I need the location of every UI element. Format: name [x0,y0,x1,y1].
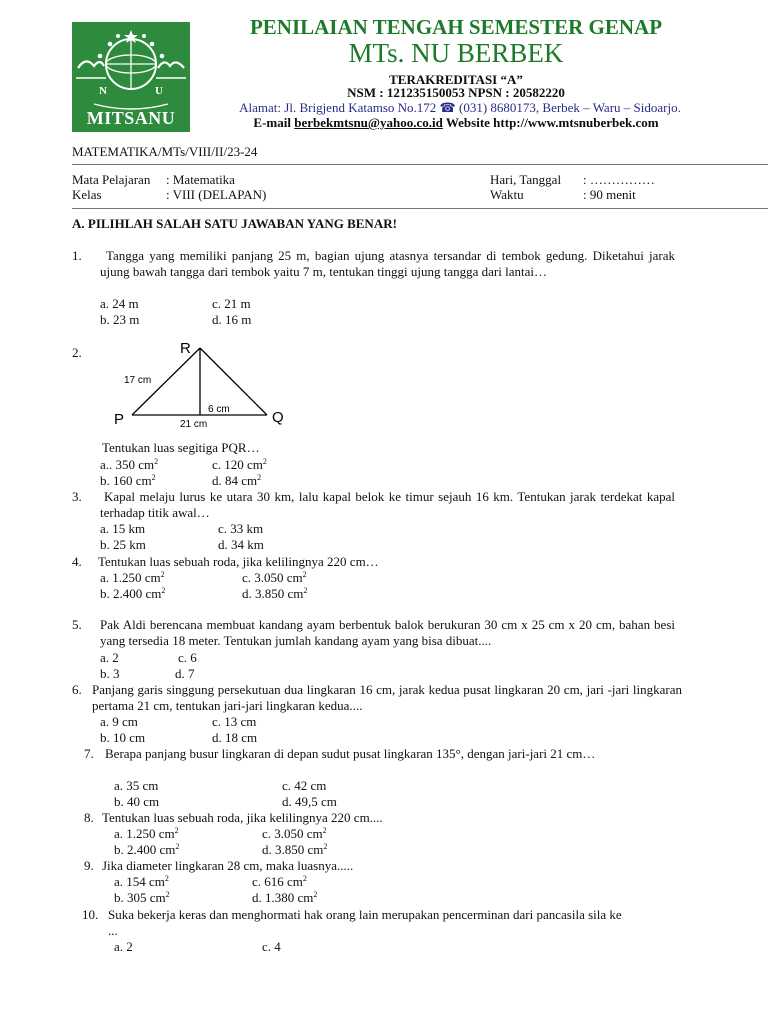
q7-option-d[interactable]: d. 49,5 cm [282,794,337,809]
label-side-pq: 21 cm [180,419,208,430]
q1-text: Tangga yang memiliki panjang 25 m, bagian ujung atasnya tersandar di tembok gedung. Diketahui jarak ujung bawah tangga dari tembok yaitu 7 m, tentukan tinggi ujung tangga dari lantai… [100,248,675,279]
q2-option-d[interactable]: d. 84 $cm^2$ [212,473,262,488]
vertex-p: P [114,411,125,428]
date-label: Hari, Tanggal [490,172,562,187]
q1-option-c[interactable]: c. 21 m [212,296,251,311]
email-label: E-mail [253,115,291,130]
label-segment: 6 cm [208,404,230,415]
q1-option-a[interactable]: a. 24 m [100,296,139,311]
vertex-q: Q [272,409,284,426]
exam-title: PENILAIAN TENGAH SEMESTER GENAP [249,15,663,39]
q6-text: Panjang garis singgung persekutuan dua lingkaran 16 cm, jarak kedua pusat lingkaran 20 cm, jari -jari lingkaran pertama 21 cm, tentukan jari-jari lingkaran kedua.... [92,682,682,713]
q9-option-a[interactable]: a. 154 $cm^2$ [114,874,169,889]
school-logo [72,22,190,132]
nsm-npsn: NSM : 121235150053 NPSN : 20582220 [347,85,565,100]
q3-option-c[interactable]: c. 33 km [218,521,264,536]
triangle-pqr-diagram [102,340,302,432]
label-side-pr: 17 cm [124,375,152,386]
q3-option-b[interactable]: b. 25 km [100,537,146,552]
q7-number: 7. [84,746,94,761]
divider-top [72,164,768,165]
section-a-heading: A. PILIHLAH SALAH SATU JAWABAN YANG BENAR! [72,216,397,231]
time-label: Waktu [490,187,524,202]
q9-text: Jika diameter lingkaran 28 cm, maka luasnya..... [102,858,354,873]
q5-option-b[interactable]: b. 3 [100,666,120,681]
q5-number: 5. [72,617,82,632]
website-text[interactable]: Website http://www.mtsnuberbek.com [445,115,659,130]
doc-code: MATEMATIKA/MTs/VIII/II/23-24 [72,144,258,159]
q10-number: 10. [82,907,99,922]
q4-option-a[interactable]: a. 1.250 $cm^2$ [100,570,165,585]
q6-option-a[interactable]: a. 9 cm [100,714,138,729]
q3-text: Kapal melaju lurus ke utara 30 km, lalu kapal belok ke timur sejauh 16 km. Tentukan jarak terdekat kapal terhadap titik awal… [100,489,675,520]
contact-line [196,115,716,131]
nu-emblem-icon [72,22,190,110]
q9-option-b[interactable]: b. 305 $cm^2$ [114,890,170,905]
q6-option-c[interactable]: c. 13 cm [212,714,257,729]
date-value: : …………… [583,172,655,187]
q1-option-d[interactable]: d. 16 m [212,312,252,327]
q2-option-a[interactable]: a.. 350 $cm^2$ [100,457,159,472]
accreditation: TERAKREDITASI “A” [389,72,523,87]
q4-text: Tentukan luas sebuah roda, jika kelilingnya 220 cm… [98,554,379,569]
subject-value: : Matematika [166,172,235,187]
q10-text: Suka bekerja keras dan menghormati hak orang lain merupakan pencerminan dari pancasila sila ke ... [108,907,622,938]
q7-text: Berapa panjang busur lingkaran di depan sudut pusat lingkaran 135°, dengan jari-jari 21 cm… [105,746,596,761]
q8-text: Tentukan luas sebuah roda, jika kelilingnya 220 cm.... [102,810,383,825]
q6-number: 6. [72,682,82,697]
q8-option-a[interactable]: a. 1.250 $cm^2$ [114,826,179,841]
q4-option-d[interactable]: d. 3.850 $cm^2$ [242,586,308,601]
q3-number: 3. [72,489,82,504]
logo-letter-u: U [155,85,163,97]
q8-option-c[interactable]: c. 3.050 $cm^2$ [262,826,327,841]
logo-text: MITSANU [86,108,176,128]
q4-option-c[interactable]: c. 3.050 $cm^2$ [242,570,307,585]
q7-option-a[interactable]: a. 35 cm [114,778,159,793]
q2-number: 2. [72,345,82,360]
class-label: Kelas [72,187,102,202]
q5-text: Pak Aldi berencana membuat kandang ayam berbentuk balok berukuran 30 cm x 25 cm x 20 cm, bahan besi yang tersedia 18 meter. Tentukan jumlah kandang ayam yang bisa dibuat.... [100,617,675,648]
q7-option-b[interactable]: b. 40 cm [114,794,160,809]
email-link[interactable]: berbekmtsnu@yahoo.co.id [294,115,443,130]
q10-option-a[interactable]: a. 2 [114,939,133,954]
q4-option-b[interactable]: b. 2.400 $cm^2$ [100,586,166,601]
q2-option-b[interactable]: b. 160 $cm^2$ [100,473,156,488]
q8-option-d[interactable]: d. 3.850 $cm^2$ [262,842,328,857]
vertex-r: R [180,340,191,357]
logo-letter-n: N [99,85,107,97]
q1-option-b[interactable]: b. 23 m [100,312,140,327]
q8-option-b[interactable]: b. 2.400 $cm^2$ [114,842,180,857]
time-value: : 90 menit [583,187,636,202]
q5-option-d[interactable]: d. 7 [175,666,195,681]
q1-number: 1. [72,248,82,263]
school-name: MTs. NU BERBEK [348,38,564,68]
q3-option-d[interactable]: d. 34 km [218,537,264,552]
q10-option-c[interactable]: c. 4 [262,939,281,954]
q9-option-d[interactable]: d. 1.380 $cm^2$ [252,890,318,905]
q4-number: 4. [72,554,82,569]
q5-option-c[interactable]: c. 6 [178,650,197,665]
q8-number: 8. [84,810,94,825]
q2-text: Tentukan luas segitiga PQR… [102,440,260,455]
class-value: : VIII (DELAPAN) [166,187,267,202]
q3-option-a[interactable]: a. 15 km [100,521,146,536]
q6-option-b[interactable]: b. 10 cm [100,730,146,745]
q2-option-c[interactable]: c. 120 $cm^2$ [212,457,267,472]
q6-option-d[interactable]: d. 18 cm [212,730,258,745]
q9-option-c[interactable]: c. 616 $cm^2$ [252,874,307,889]
school-address: Alamat: Jl. Brigjend Katamso No.172 ☎ (031) 8680173, Berbek – Waru – Sidoarjo. [239,100,681,115]
q7-option-c[interactable]: c. 42 cm [282,778,327,793]
q9-number: 9. [84,858,94,873]
q5-option-a[interactable]: a. 2 [100,650,119,665]
divider-bottom [72,208,768,209]
subject-label: Mata Pelajaran [72,172,151,187]
